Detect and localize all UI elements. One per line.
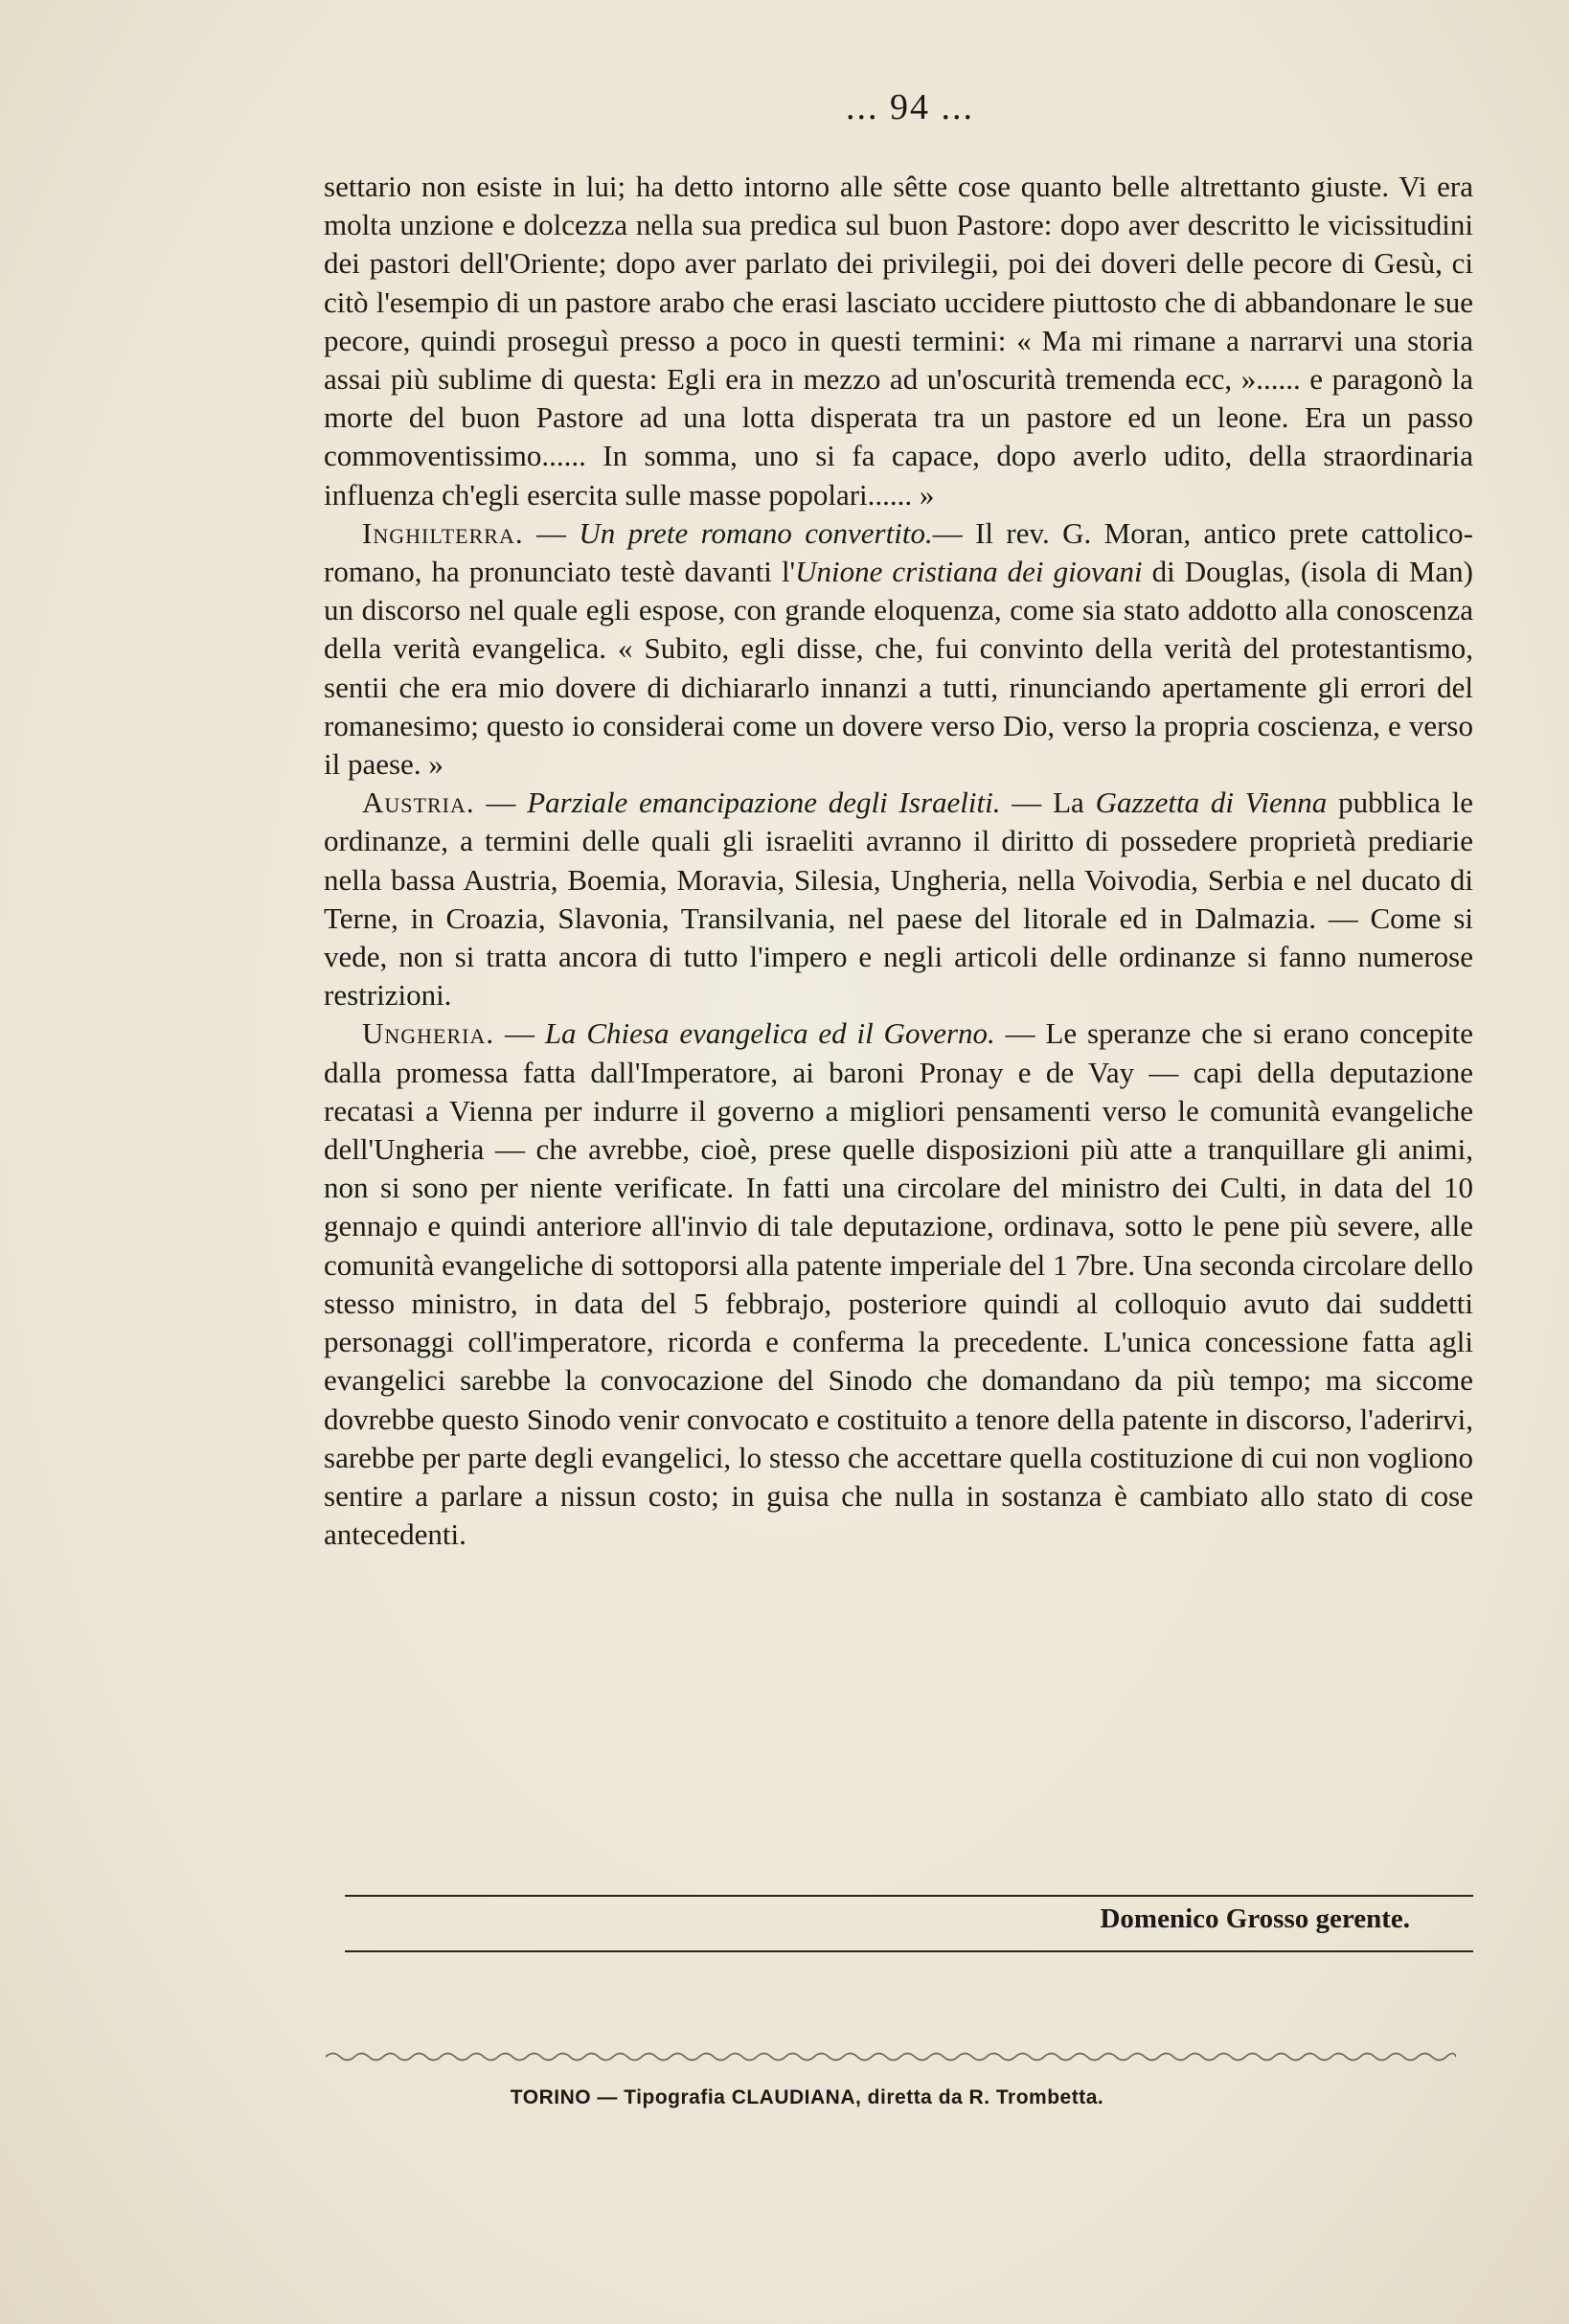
news-item-inghilterra	[324, 514, 1473, 784]
page-number: ... 94 ...	[846, 87, 974, 127]
news-text: Il rev. G. Moran, antico prete cattolico-romano, ha pronunciato testè davanti l'	[324, 515, 1473, 589]
separator: —	[932, 515, 976, 550]
news-text: Le speranze che si erano concepite dalla promessa fatta dall'Imperatore, ai baroni Pronay e de Vay — capi della deputazione recatasi a Vienna per indurre il governo a migliori pensamenti verso le comunità evangeliche dell'Ungheria — che avrebbe, cioè, prese quelle disposizioni più atte a tranquillare gli animi, non si sono per niente verificate. In fatti una circolare del ministro dei Culti, in data del 10 gennajo e quindi anteriore all'invio di tale deputazione, ordinava, sotto le pene più severe, alle comunità evangeliche di sottoporsi alla patente imperiale del 1 7bre. Una seconda circolare dello stesso ministro, in data del 5 febbrajo, posteriore quindi al colloquio avuto dai suddetti personaggi coll'imperatore, ricorda e conferma la precedente. L'unica concessione fatta agli evangelici sarebbe la convocazione del Sinodo che domandano da più tempo; ma siccome dovrebbe questo Sinodo venir convocato e costituito a tenore della patente in discorso, l'aderirvi, sarebbe per parte degli evangelici, lo stesso che accettare quella costituzione di cui non vogliono sentire a parlare a nissun costo; in guisa che nulla in sostanza è cambiato allo stato di cose antecedenti.	[324, 1016, 1474, 1552]
country-heading: Inghilterra.	[362, 515, 524, 550]
news-text: La	[1053, 786, 1096, 820]
separator: —	[474, 786, 528, 820]
news-title: La Chiesa evangelica ed il Governo.	[544, 1016, 995, 1051]
signature: Domenico Grosso gerente.	[1100, 1903, 1410, 1934]
separator: —	[994, 1016, 1046, 1051]
separator: —	[494, 1016, 545, 1051]
news-item-austria	[324, 784, 1473, 1014]
separator: —	[523, 515, 580, 550]
separator: —	[1000, 786, 1054, 820]
country-heading: Austria.	[362, 786, 475, 820]
news-italic: Unione cristiana dei giovani	[795, 555, 1143, 589]
wavy-ornament-divider	[326, 2050, 1456, 2063]
article-body	[324, 168, 1473, 1554]
signature-rule-top	[345, 1895, 1473, 1897]
signature-rule-bottom	[345, 1950, 1473, 1952]
news-text: pubblica le ordinanze, a termini delle quali gli israeliti avranno il diritto di possedere proprietà prediarie nella bassa Austria, Boemia, Moravia, Silesia, Ungheria, nella Voivodia, Serbia e nel ducato di Terne, in Croazia, Slavonia, Transilvania, nel paese del litorale ed in Dalmazia. — Come si vede, non si tratta ancora di tutto l'impero e negli articoli delle ordinanze si fanno numerose restrizioni.	[324, 786, 1474, 1013]
news-title: Un prete romano convertito.	[579, 515, 933, 550]
news-text: di Douglas, (isola di Man) un discorso nel quale egli espose, con grande eloquenza, come sia stato addotto alla conoscenza della verità evangelica. « Subito, egli disse, che, fui convinto della verità del protestantismo, sentii che era mio dovere di dichiararlo innanzi a tutti, rinunciando apertamente gli errori del romanesimo; questo io considerai come un dovere verso Dio, verso la propria coscienza, e verso il paese. »	[324, 555, 1473, 782]
printer-imprint: TORINO — Tipografia CLAUDIANA, diretta da R. Trombetta.	[510, 2086, 1104, 2108]
paragraph-continuation: settario non esiste in lui; ha detto intorno alle sêtte cose quanto belle altrettanto giuste. Vi era molta unzione e dolcezza nella sua predica sul buon Pastore: dopo aver descritto le vicissitudini dei pastori dell'Oriente; dopo aver parlato dei privilegii, poi dei doveri delle pecore di Gesù, ci citò l'esempio di un pastore arabo che erasi lasciato uccidere piuttosto che di abbandonare le sue pecore, quindi proseguì presso a poco in questi termini: « Ma mi rimane a narrarvi una storia assai più sublime di questa: Egli era in mezzo ad un'oscurità tremenda ecc, »...... e paragonò la morte del buon Pastore ad una lotta disperata tra un pastore ed un leone. Era un passo commoventissimo...... In somma, uno si fa capace, dopo averlo udito, della straordinaria influenza ch'egli esercita sulle masse popolari...... »	[324, 170, 1473, 512]
news-italic: Gazzetta di Vienna	[1095, 786, 1328, 820]
news-item-ungheria	[324, 1014, 1473, 1554]
country-heading: Ungheria.	[362, 1016, 495, 1051]
news-title: Parziale emancipazione degli Israeliti.	[527, 786, 1001, 820]
